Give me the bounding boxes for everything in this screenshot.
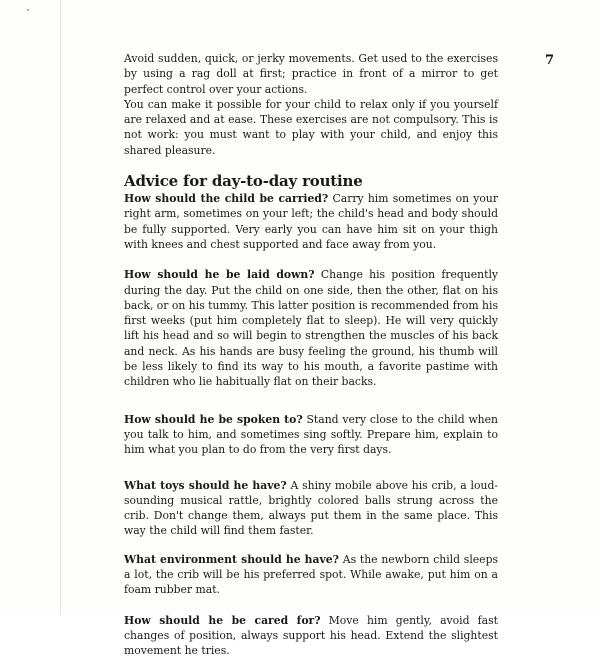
advice-item-carried <box>124 191 498 252</box>
advice-item-cared-for <box>124 613 498 659</box>
advice-answer: Stand very close to the child when you talk to him, and sometimes sing softly. Prepare him, explain to him what you plan to do from the very first days. <box>124 412 498 457</box>
advice-question: What environment should he have? <box>124 552 339 566</box>
advice-item-laid-down <box>124 267 498 389</box>
advice-answer: Change his position frequently during the day. Put the child on one side, then the other, flat on his back, or on his tummy. This latter position is recommended from his first weeks (put him completely flat to sleep). He will very quickly lift his head and so will begin to strengthen the muscles of his back and neck. As his hands are busy feeling the ground, his thumb will be less likely to find its way to his mouth, a favorite pastime with children who lie habitually flat on their backs. <box>124 268 498 389</box>
page-number: 7 <box>545 53 555 68</box>
advice-answer: As the newborn child sleeps a lot, the crib will be his preferred spot. While awake, put him on a foam rubber mat. <box>124 552 499 597</box>
advice-question: How should he be spoken to? <box>124 412 303 426</box>
advice-item-toys <box>124 478 498 539</box>
advice-question: How should he be laid down? <box>124 268 315 282</box>
advice-answer: Move him gently, avoid fast changes of position, always support his head. Extend the slightest movement he tries. <box>124 613 498 658</box>
intro-paragraph-2: You can make it possible for your child to relax only if you yourself are relaxed and at ease. These exercises are not compulsory. This is not work: you must want to play with your child, and enjoy this shared pleasure. <box>124 97 498 157</box>
section-heading: Advice for day-to-day routine <box>124 172 363 191</box>
advice-item-environment <box>124 552 498 598</box>
page-body <box>124 51 498 659</box>
advice-item-spoken-to <box>124 412 498 458</box>
paper-speck <box>27 9 29 11</box>
advice-question: How should he be cared for? <box>124 613 321 627</box>
advice-answer: Carry him sometimes on your right arm, sometimes on your left; the child's head and body should be fully supported. Very early you can have him sit on your thigh with knees and chest supported and face away from you. <box>124 192 499 251</box>
intro-paragraph-1: Avoid sudden, quick, or jerky movements. Get used to the exercises by using a rag doll at first; practice in front of a mirror to get perfect control over your actions. <box>124 52 498 96</box>
advice-question: How should the child be carried? <box>124 192 329 206</box>
advice-question: What toys should he have? <box>124 478 287 492</box>
page-gutter-line <box>60 0 61 615</box>
advice-answer: A shiny mobile above his crib, a loud-sounding musical rattle, brightly colored balls strung across the crib. Don't change them, always put them in the same place. This way the child will find them faster. <box>124 478 499 538</box>
